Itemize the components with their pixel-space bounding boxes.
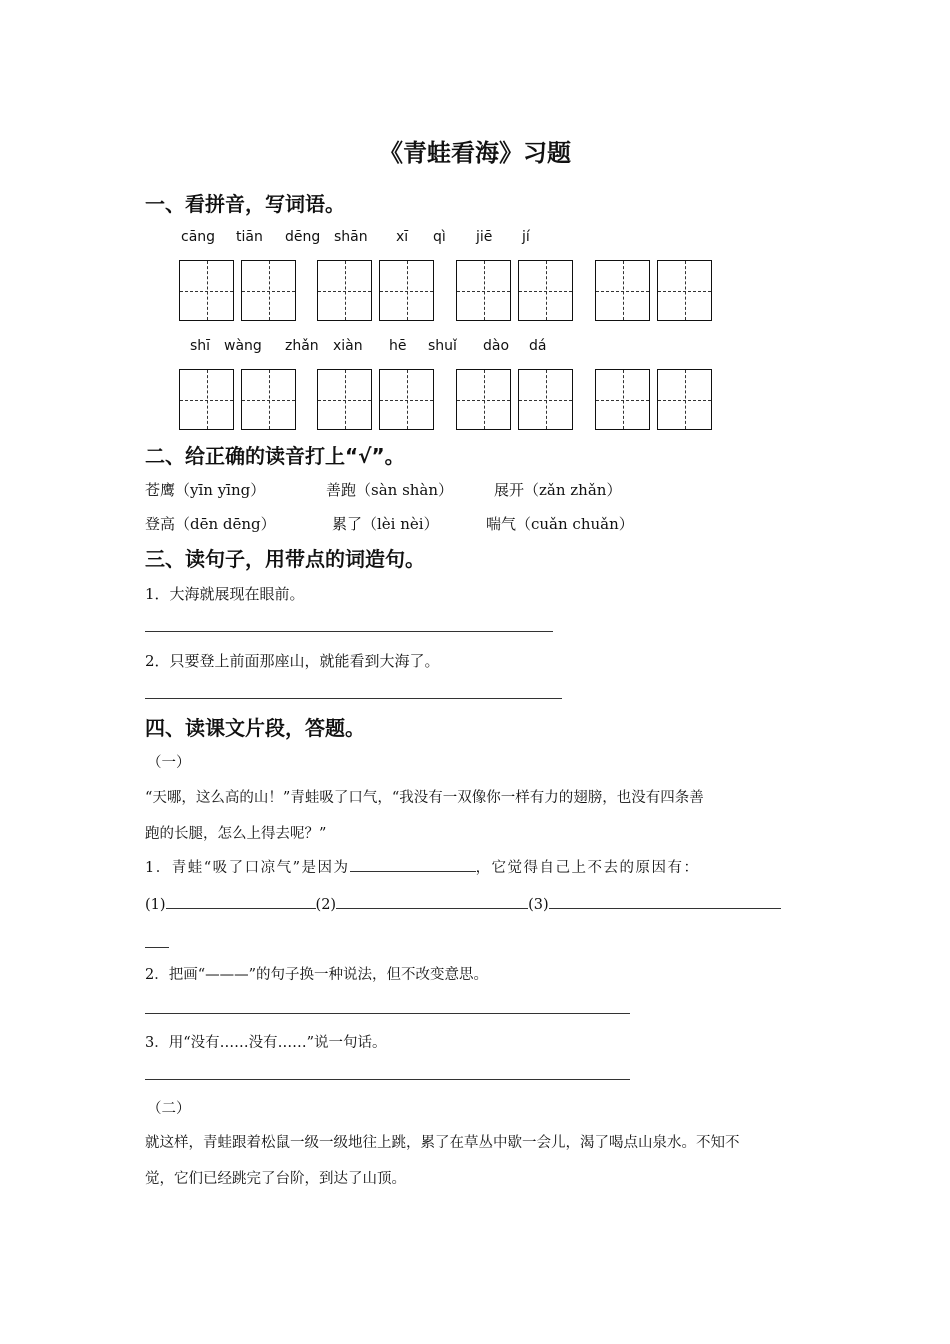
writing-box[interactable] <box>657 260 712 321</box>
answer-line[interactable] <box>145 1079 630 1080</box>
reading-item[interactable]: 累了（lèi nèi） <box>332 515 439 533</box>
pinyin-16: dá <box>529 338 547 354</box>
writing-box[interactable] <box>179 260 234 321</box>
reason-label: (3) <box>528 897 549 913</box>
passage-line: “天哪，这么高的山！”青蛙吸了口气，“我没有一双像你一样有力的翅膀，也没有四条善 <box>145 790 704 806</box>
pinyin-14: shuǐ <box>428 338 457 354</box>
reading-item[interactable]: 展开（zǎn zhǎn） <box>494 481 622 499</box>
question-1-reasons <box>145 894 781 913</box>
section1-heading: 一、看拼音，写词语。 <box>145 192 345 216</box>
page-title: 《青蛙看海》习题 <box>379 139 571 167</box>
pinyin-3: dēng <box>285 229 321 245</box>
passage-line: 觉，它们已经跳完了台阶，到达了山顶。 <box>145 1171 406 1187</box>
question-text: 1．青蛙“吸了口凉气”是因为 <box>145 860 350 876</box>
passage-line: 就这样，青蛙跟着松鼠一级一级地往上跳，累了在草丛中歇一会儿，渴了喝点山泉水。不知不 <box>145 1135 740 1151</box>
part-label: （一） <box>147 755 191 771</box>
writing-box[interactable] <box>179 369 234 430</box>
pinyin-15: dào <box>483 338 510 354</box>
answer-blank[interactable] <box>549 894 781 909</box>
answer-line[interactable] <box>145 631 553 632</box>
pinyin-6: qì <box>433 229 446 245</box>
writing-box[interactable] <box>595 369 650 430</box>
pinyin-5: xī <box>396 229 409 245</box>
question-2: 2．把画“———”的句子换一种说法，但不改变意思。 <box>145 967 489 983</box>
writing-box[interactable] <box>379 369 434 430</box>
writing-box[interactable] <box>379 260 434 321</box>
section4-heading: 四、读课文片段，答题。 <box>145 716 365 740</box>
reading-item[interactable]: 喘气（cuǎn chuǎn） <box>486 515 634 533</box>
writing-box[interactable] <box>595 260 650 321</box>
answer-blank[interactable] <box>166 894 316 909</box>
pinyin-8: jí <box>522 229 530 245</box>
reason-label: (1) <box>145 897 166 913</box>
part-label: （二） <box>147 1101 191 1117</box>
writing-box[interactable] <box>241 260 296 321</box>
pinyin-13: hē <box>389 338 407 354</box>
passage-line: 跑的长腿，怎么上得去呢？” <box>145 826 327 842</box>
section3-heading: 三、读句子，用带点的词造句。 <box>145 547 425 571</box>
writing-box[interactable] <box>317 369 372 430</box>
answer-blank[interactable] <box>336 894 528 909</box>
question-3: 3．用“没有……没有……”说一句话。 <box>145 1035 387 1051</box>
pinyin-4: shān <box>334 229 368 245</box>
pinyin-12: xiàn <box>333 338 363 354</box>
writing-box[interactable] <box>657 369 712 430</box>
reading-item[interactable]: 善跑（sàn shàn） <box>326 481 454 499</box>
answer-line[interactable] <box>145 947 169 948</box>
question-text: ，它觉得自己上不去的原因有： <box>475 860 700 876</box>
pinyin-10: wàng <box>224 338 262 354</box>
answer-line[interactable] <box>145 1013 630 1014</box>
sentence-question-2: 2．只要登上前面那座山，就能看到大海了。 <box>145 652 440 670</box>
writing-box[interactable] <box>456 260 511 321</box>
answer-blank[interactable] <box>350 857 476 872</box>
question-1 <box>145 856 700 877</box>
reading-item[interactable]: 登高（dēn dēng） <box>145 515 276 533</box>
sentence-question-1: 1．大海就展现在眼前。 <box>145 585 305 603</box>
writing-box[interactable] <box>518 369 573 430</box>
writing-box[interactable] <box>518 260 573 321</box>
reason-label: (2) <box>315 897 337 913</box>
pinyin-7: jiē <box>476 229 493 245</box>
reading-item[interactable]: 苍鹰（yīn yīng） <box>145 481 266 499</box>
writing-box[interactable] <box>456 369 511 430</box>
answer-line[interactable] <box>145 698 562 699</box>
pinyin-9: shī <box>190 338 211 354</box>
pinyin-1: cāng <box>181 229 216 245</box>
pinyin-2: tiān <box>236 229 263 245</box>
section2-heading: 二、给正确的读音打上“√”。 <box>145 444 405 468</box>
writing-box[interactable] <box>317 260 372 321</box>
pinyin-11: zhǎn <box>285 338 319 354</box>
writing-box[interactable] <box>241 369 296 430</box>
